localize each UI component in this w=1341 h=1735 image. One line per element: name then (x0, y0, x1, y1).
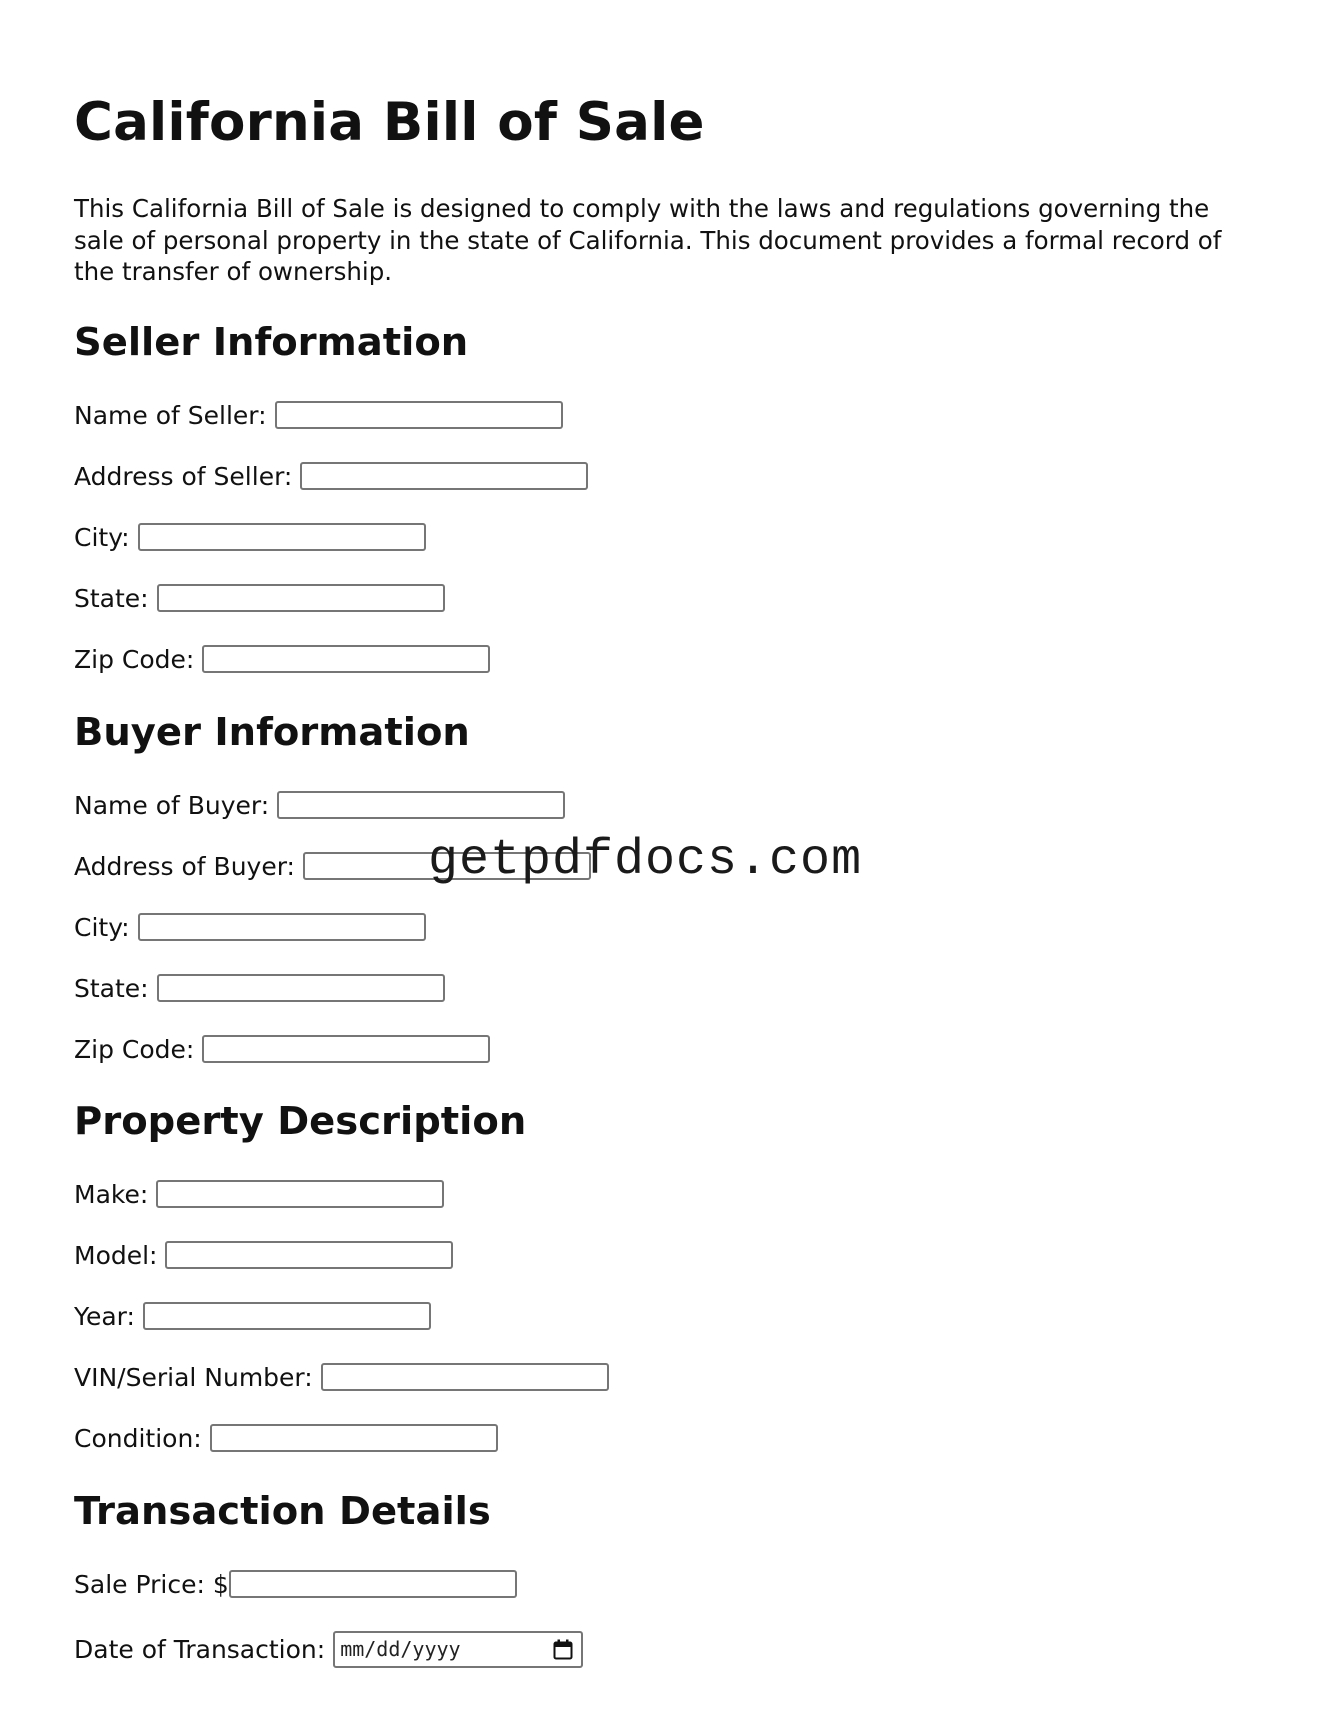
model-input[interactable] (165, 1241, 453, 1269)
sale-price-input[interactable] (229, 1570, 517, 1598)
condition-row (74, 1420, 498, 1456)
buyer-city-label: City: (74, 912, 130, 942)
seller-city-row (74, 519, 426, 555)
transaction-date-label: Date of Transaction: (74, 1634, 326, 1664)
buyer-section-heading: Buyer Information (74, 710, 470, 755)
make-input[interactable] (156, 1180, 444, 1208)
sale-price-label: Sale Price: $ (74, 1569, 229, 1599)
buyer-name-input[interactable] (277, 791, 565, 819)
property-section-heading: Property Description (74, 1099, 527, 1144)
seller-zip-input[interactable] (202, 645, 490, 673)
vin-label: VIN/Serial Number: (74, 1362, 313, 1392)
buyer-city-row (74, 909, 426, 945)
buyer-zip-row (74, 1031, 490, 1067)
seller-zip-row (74, 641, 490, 677)
seller-name-input[interactable] (275, 401, 563, 429)
intro-paragraph: This California Bill of Sale is designed to comply with the laws and regulations governing the sale of personal property in the state of California. This document provides a formal record of the transfer of ownership. (74, 194, 1222, 286)
model-row (74, 1237, 453, 1273)
buyer-state-label: State: (74, 973, 149, 1003)
make-label: Make: (74, 1179, 149, 1209)
seller-address-input[interactable] (300, 462, 588, 490)
calendar-icon[interactable] (553, 1639, 573, 1660)
date-placeholder: mm/dd/yyyy (340, 1637, 461, 1661)
model-label: Model: (74, 1240, 158, 1270)
seller-zip-label: Zip Code: (74, 644, 195, 674)
seller-state-row (74, 580, 445, 616)
vin-input[interactable] (321, 1363, 609, 1391)
seller-city-label: City: (74, 522, 130, 552)
seller-name-row (74, 397, 563, 433)
watermark-text: getpdfdocs.com (428, 832, 863, 889)
year-row (74, 1298, 431, 1334)
make-row (74, 1176, 444, 1212)
seller-name-label: Name of Seller: (74, 400, 267, 430)
buyer-city-input[interactable] (138, 913, 426, 941)
page-title: California Bill of Sale (74, 92, 705, 153)
buyer-address-label: Address of Buyer: (74, 851, 295, 881)
transaction-date-row (74, 1631, 583, 1667)
seller-section-heading: Seller Information (74, 320, 469, 365)
condition-input[interactable] (210, 1424, 498, 1452)
buyer-state-row (74, 970, 445, 1006)
sale-price-row (74, 1566, 517, 1602)
seller-address-label: Address of Seller: (74, 461, 293, 491)
vin-row (74, 1359, 609, 1395)
buyer-name-row (74, 787, 565, 823)
seller-state-input[interactable] (157, 584, 445, 612)
seller-city-input[interactable] (138, 523, 426, 551)
year-label: Year: (74, 1301, 135, 1331)
transaction-section-heading: Transaction Details (74, 1489, 491, 1534)
buyer-state-input[interactable] (157, 974, 445, 1002)
buyer-zip-input[interactable] (202, 1035, 490, 1063)
year-input[interactable] (143, 1302, 431, 1330)
buyer-name-label: Name of Buyer: (74, 790, 270, 820)
seller-address-row (74, 458, 588, 494)
seller-state-label: State: (74, 583, 149, 613)
buyer-zip-label: Zip Code: (74, 1034, 195, 1064)
transaction-date-input[interactable] (333, 1631, 583, 1668)
condition-label: Condition: (74, 1423, 202, 1453)
